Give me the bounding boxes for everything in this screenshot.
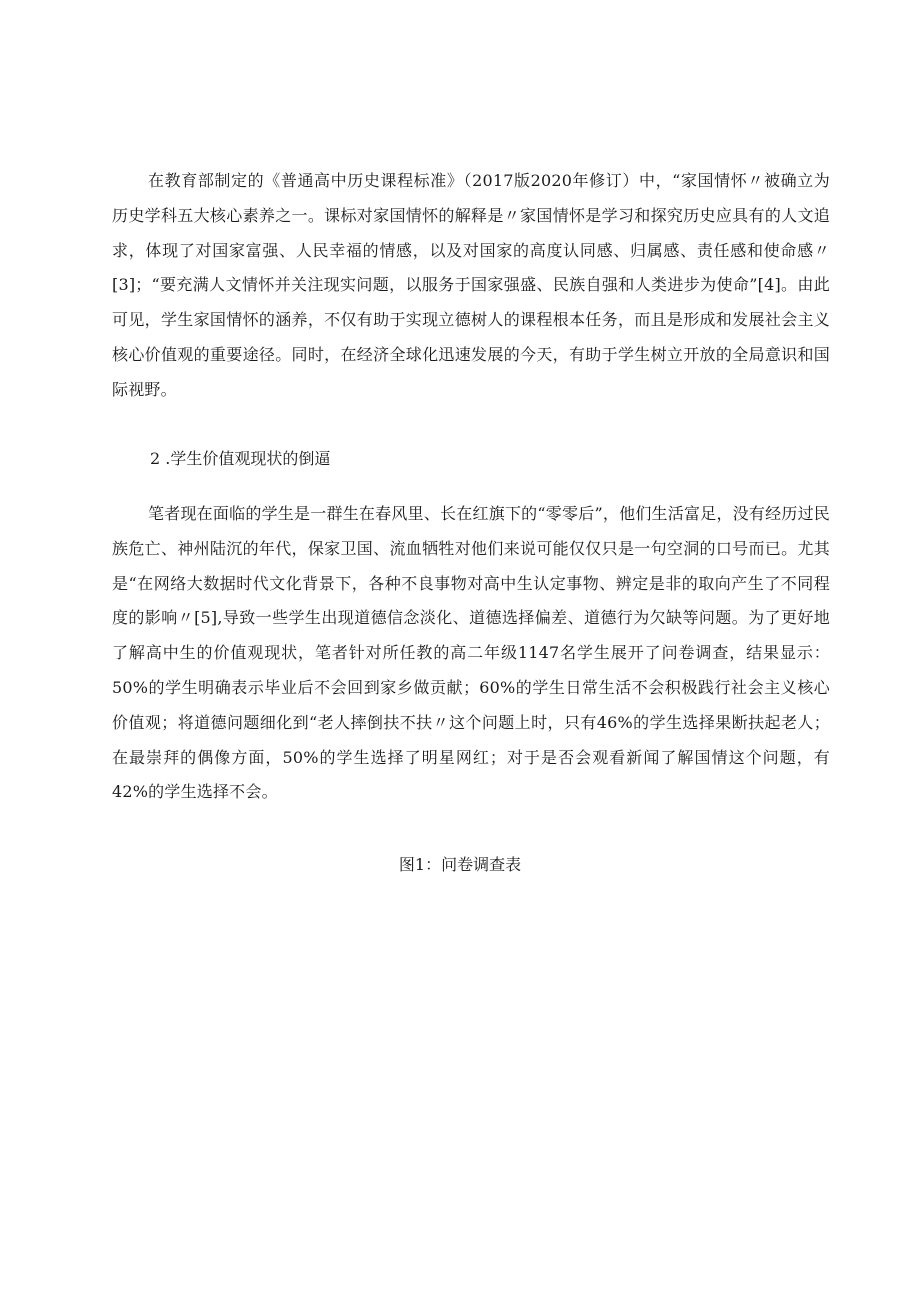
body-paragraph-survey-results: 笔者现在面临的学生是一群生在春风里、长在红旗下的“零零后”，他们生活富足，没有经历过民族危亡、神州陆沉的年代，保家卫国、流血牺牲对他们来说可能仅仅只是一句空洞的口号而已。尤其是“在网络大数据时代文化背景下，各种不良事物对高中生认定事物、辨定是非的取向产生了不同程度的影响〃[5],导致一些学生出现道德信念淡化、道德选择偏差、道德行为欠缺等问题。为了更好地了解高中生的价值观现状，笔者针对所任教的高二年级1147名学生展开了问卷调查，结果显示：50%的学生明确表示毕业后不会回到家乡做贡献；60%的学生日常生活不会积极践行社会主义核心价值观；将道德问题细化到“老人摔倒扶不扶〃这个问题上时，只有46%的学生选择果断扶起老人；在最崇拜的偶像方面，50%的学生选择了明星网红；对于是否会观看新闻了解国情这个问题，有42%的学生选择不会。 bbox=[112, 504, 830, 802]
body-paragraph-family-feeling: 在教育部制定的《普通高中历史课程标准》（2017版2020年修订）中，“家国情怀〃被确立为历史学科五大核心素养之一。课标对家国情怀的解释是〃家国情怀是学习和探究历史应具有的人文追求，体现了对国家富强、人民幸福的情感，以及对国家的高度认同感、归属感、责任感和使命感〃[3]；“要充满人文情怀并关注现实问题，以服务于国家强盛、民族自强和人类进步为使命”[4]。由此可见，学生家国情怀的涵养，不仅有助于实现立德树人的课程根本任务，而且是形成和发展社会主义核心价值观的重要途径。同时，在经济全球化迅速发展的今天，有助于学生树立开放的全局意识和国际视野。 bbox=[112, 171, 830, 399]
figure-caption: 图1：问卷调查表 bbox=[398, 855, 522, 874]
section-heading-student-values: 2 .学生价值观现状的倒逼 bbox=[150, 449, 331, 468]
